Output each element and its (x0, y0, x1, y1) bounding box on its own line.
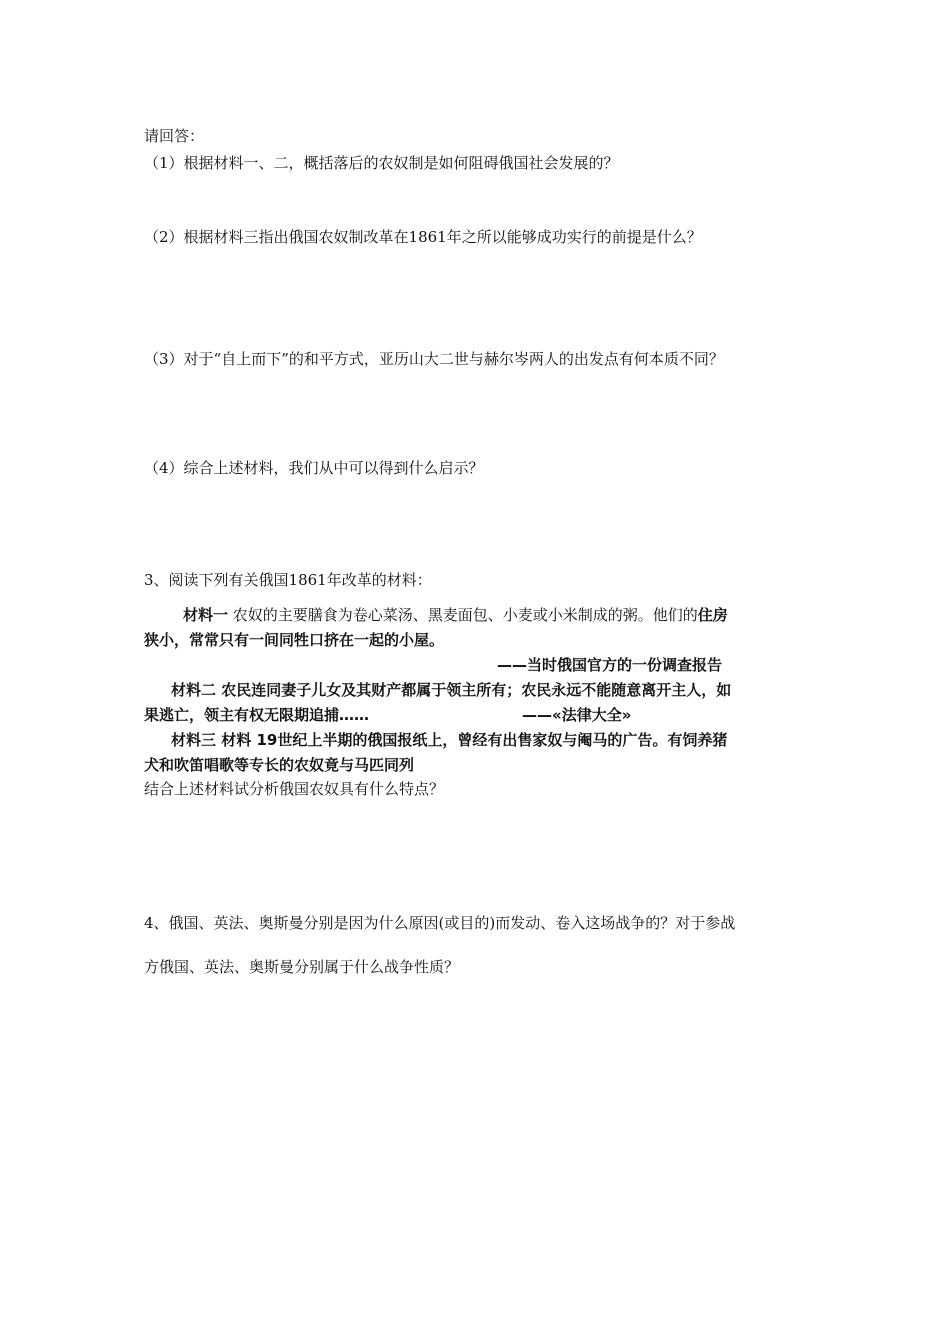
question-2-item-4: （4）综合上述材料，我们从中可以得到什么启示？ (144, 459, 484, 477)
question-2-item-1: （1）根据材料一、二，概括落后的农奴制是如何阻碍俄国社会发展的？ (144, 154, 619, 172)
question-4-line-1: 4、俄国、英法、奥斯曼分别是因为什么原因(或目的)而发动、卷入这场战争的？对于参战 (144, 914, 736, 932)
material-1-line-1 (183, 605, 728, 625)
material-1-bold-tail: 住房 (697, 606, 728, 624)
material-3-line-1: 材料三 材料 19世纪上半期的俄国报纸上，曾经有出售家奴与阉马的广告。有饲养猪 (171, 731, 728, 749)
material-2-line-1: 材料二 农民连同妻子儿女及其财产都属于领主所有；农民永远不能随意离开主人，如 (171, 681, 732, 699)
question-2-intro: 请回答： (144, 127, 205, 145)
material-3-line-2: 犬和吹笛唱歌等专长的农奴竟与马匹同列 (144, 756, 415, 774)
material-1-line-2: 狭小，常常只有一间同牲口挤在一起的小屋。 (144, 631, 445, 649)
question-2-item-3: （3）对于“自上而下”的和平方式，亚历山大二世与赫尔岑两人的出发点有何本质不同？ (144, 350, 724, 368)
material-1-label: 材料一 (183, 606, 229, 624)
question-3-prompt: 结合上述材料试分析俄国农奴具有什么特点？ (144, 780, 445, 798)
question-2-item-2: （2）根据材料三指出俄国农奴制改革在1861年之所以能够成功实行的前提是什么？ (144, 228, 702, 246)
question-4-line-2: 方俄国、英法、奥斯曼分别属于什么战争性质？ (144, 958, 460, 976)
material-1-text: 农奴的主要膳食为卷心菜汤、黑麦面包、小麦或小米制成的粥。他们的 (228, 606, 698, 624)
material-2-line-2: 果逃亡，领主有权无限期追捕…… (144, 706, 370, 724)
question-3-title: 3、阅读下列有关俄国1861年改革的材料： (144, 571, 432, 589)
material-1-source: ——当时俄国官方的一份调查报告 (497, 656, 723, 674)
material-2-source: ——«法律大全» (522, 706, 632, 724)
